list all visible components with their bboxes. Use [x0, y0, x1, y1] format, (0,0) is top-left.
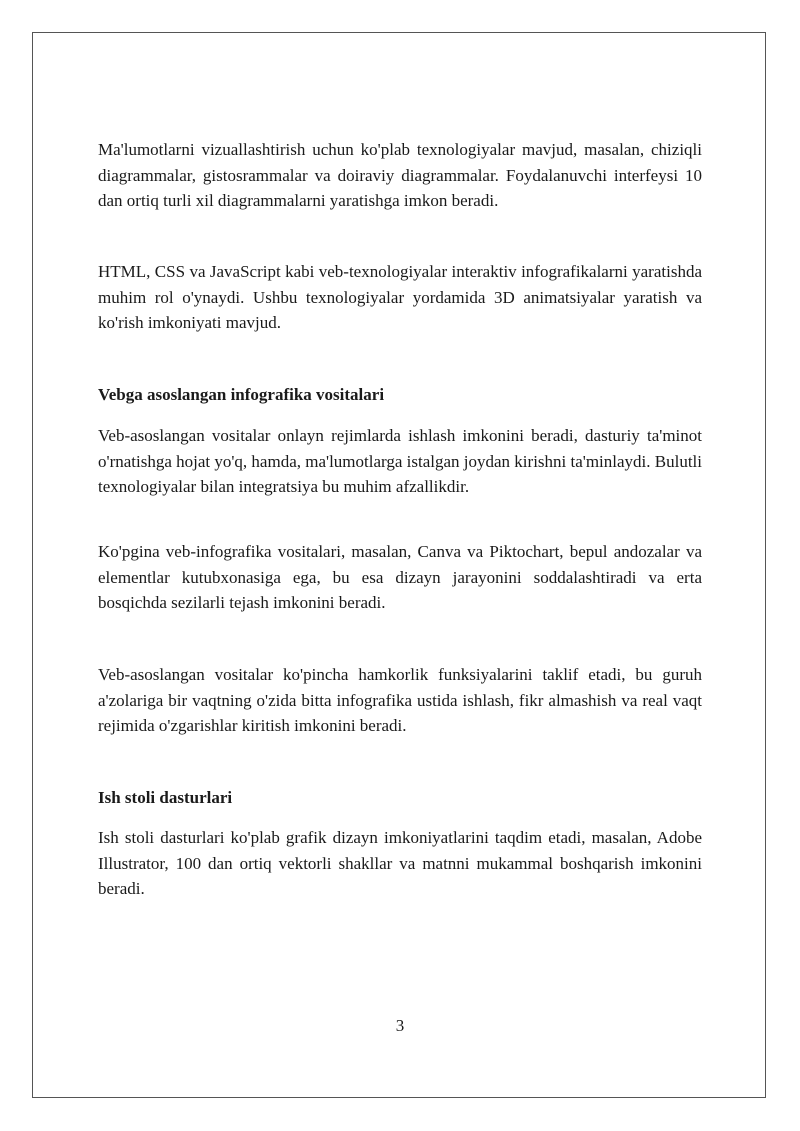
heading-desktop-software: Ish stoli dasturlari	[98, 788, 233, 807]
paragraph-web-technologies: HTML, CSS va JavaScript kabi veb-texnologiyalar interaktiv infografikalarni yaratishda muhim rol o'ynaydi. Ushbu texnologiyalar yordamida 3D animatsiyalar yaratish va ko'rish imkoniyati mavjud.	[98, 262, 702, 332]
paragraph-visualization-technologies: Ma'lumotlarni vizuallashtirish uchun ko'plab texnologiyalar mavjud, masalan, chiziqli diagrammalar, gistosrammalar va doiraviy diagrammalar. Foydalanuvchi interfeysi 10 dan ortiq turli xil diagrammalarni yaratishga imkon beradi.	[98, 140, 702, 210]
paragraph-online-tools: Veb-asoslangan vositalar onlayn rejimlarda ishlash imkonini beradi, dasturiy ta'minot o'rnatishga hojat yo'q, hamda, ma'lumotlarga istalgan joydan kirishni ta'minlaydi. Bulutli texnologiyalar bilan integratsiya bu muhim afzallikdir.	[98, 426, 703, 496]
heading-web-based-tools: Vebga asoslangan infografika vositalari	[98, 385, 385, 404]
paragraph-collaboration: Veb-asoslangan vositalar ko'pincha hamkorlik funksiyalarini taklif etadi, bu guruh a'zolariga bir vaqtning o'zida bitta infografika ustida ishlash, fikr almashish va real vaqt rejimida o'zgarishlar kiritish imkonini beradi.	[98, 665, 702, 735]
paragraph-desktop-software: Ish stoli dasturlari ko'plab grafik dizayn imkoniyatlarini taqdim etadi, masalan, Adobe Illustrator, 100 dan ortiq vektorli shakllar va matnni mukammal boshqarish imkonini beradi.	[98, 828, 702, 898]
page-number: 3	[395, 1016, 405, 1035]
paragraph-free-templates: Ko'pgina veb-infografika vositalari, masalan, Canva va Piktochart, bepul andozalar va elementlar kutubxonasiga ega, bu esa dizayn jarayonini soddalashtiradi va erta bosqichda sezilarli tejash imkonini beradi.	[98, 542, 702, 612]
